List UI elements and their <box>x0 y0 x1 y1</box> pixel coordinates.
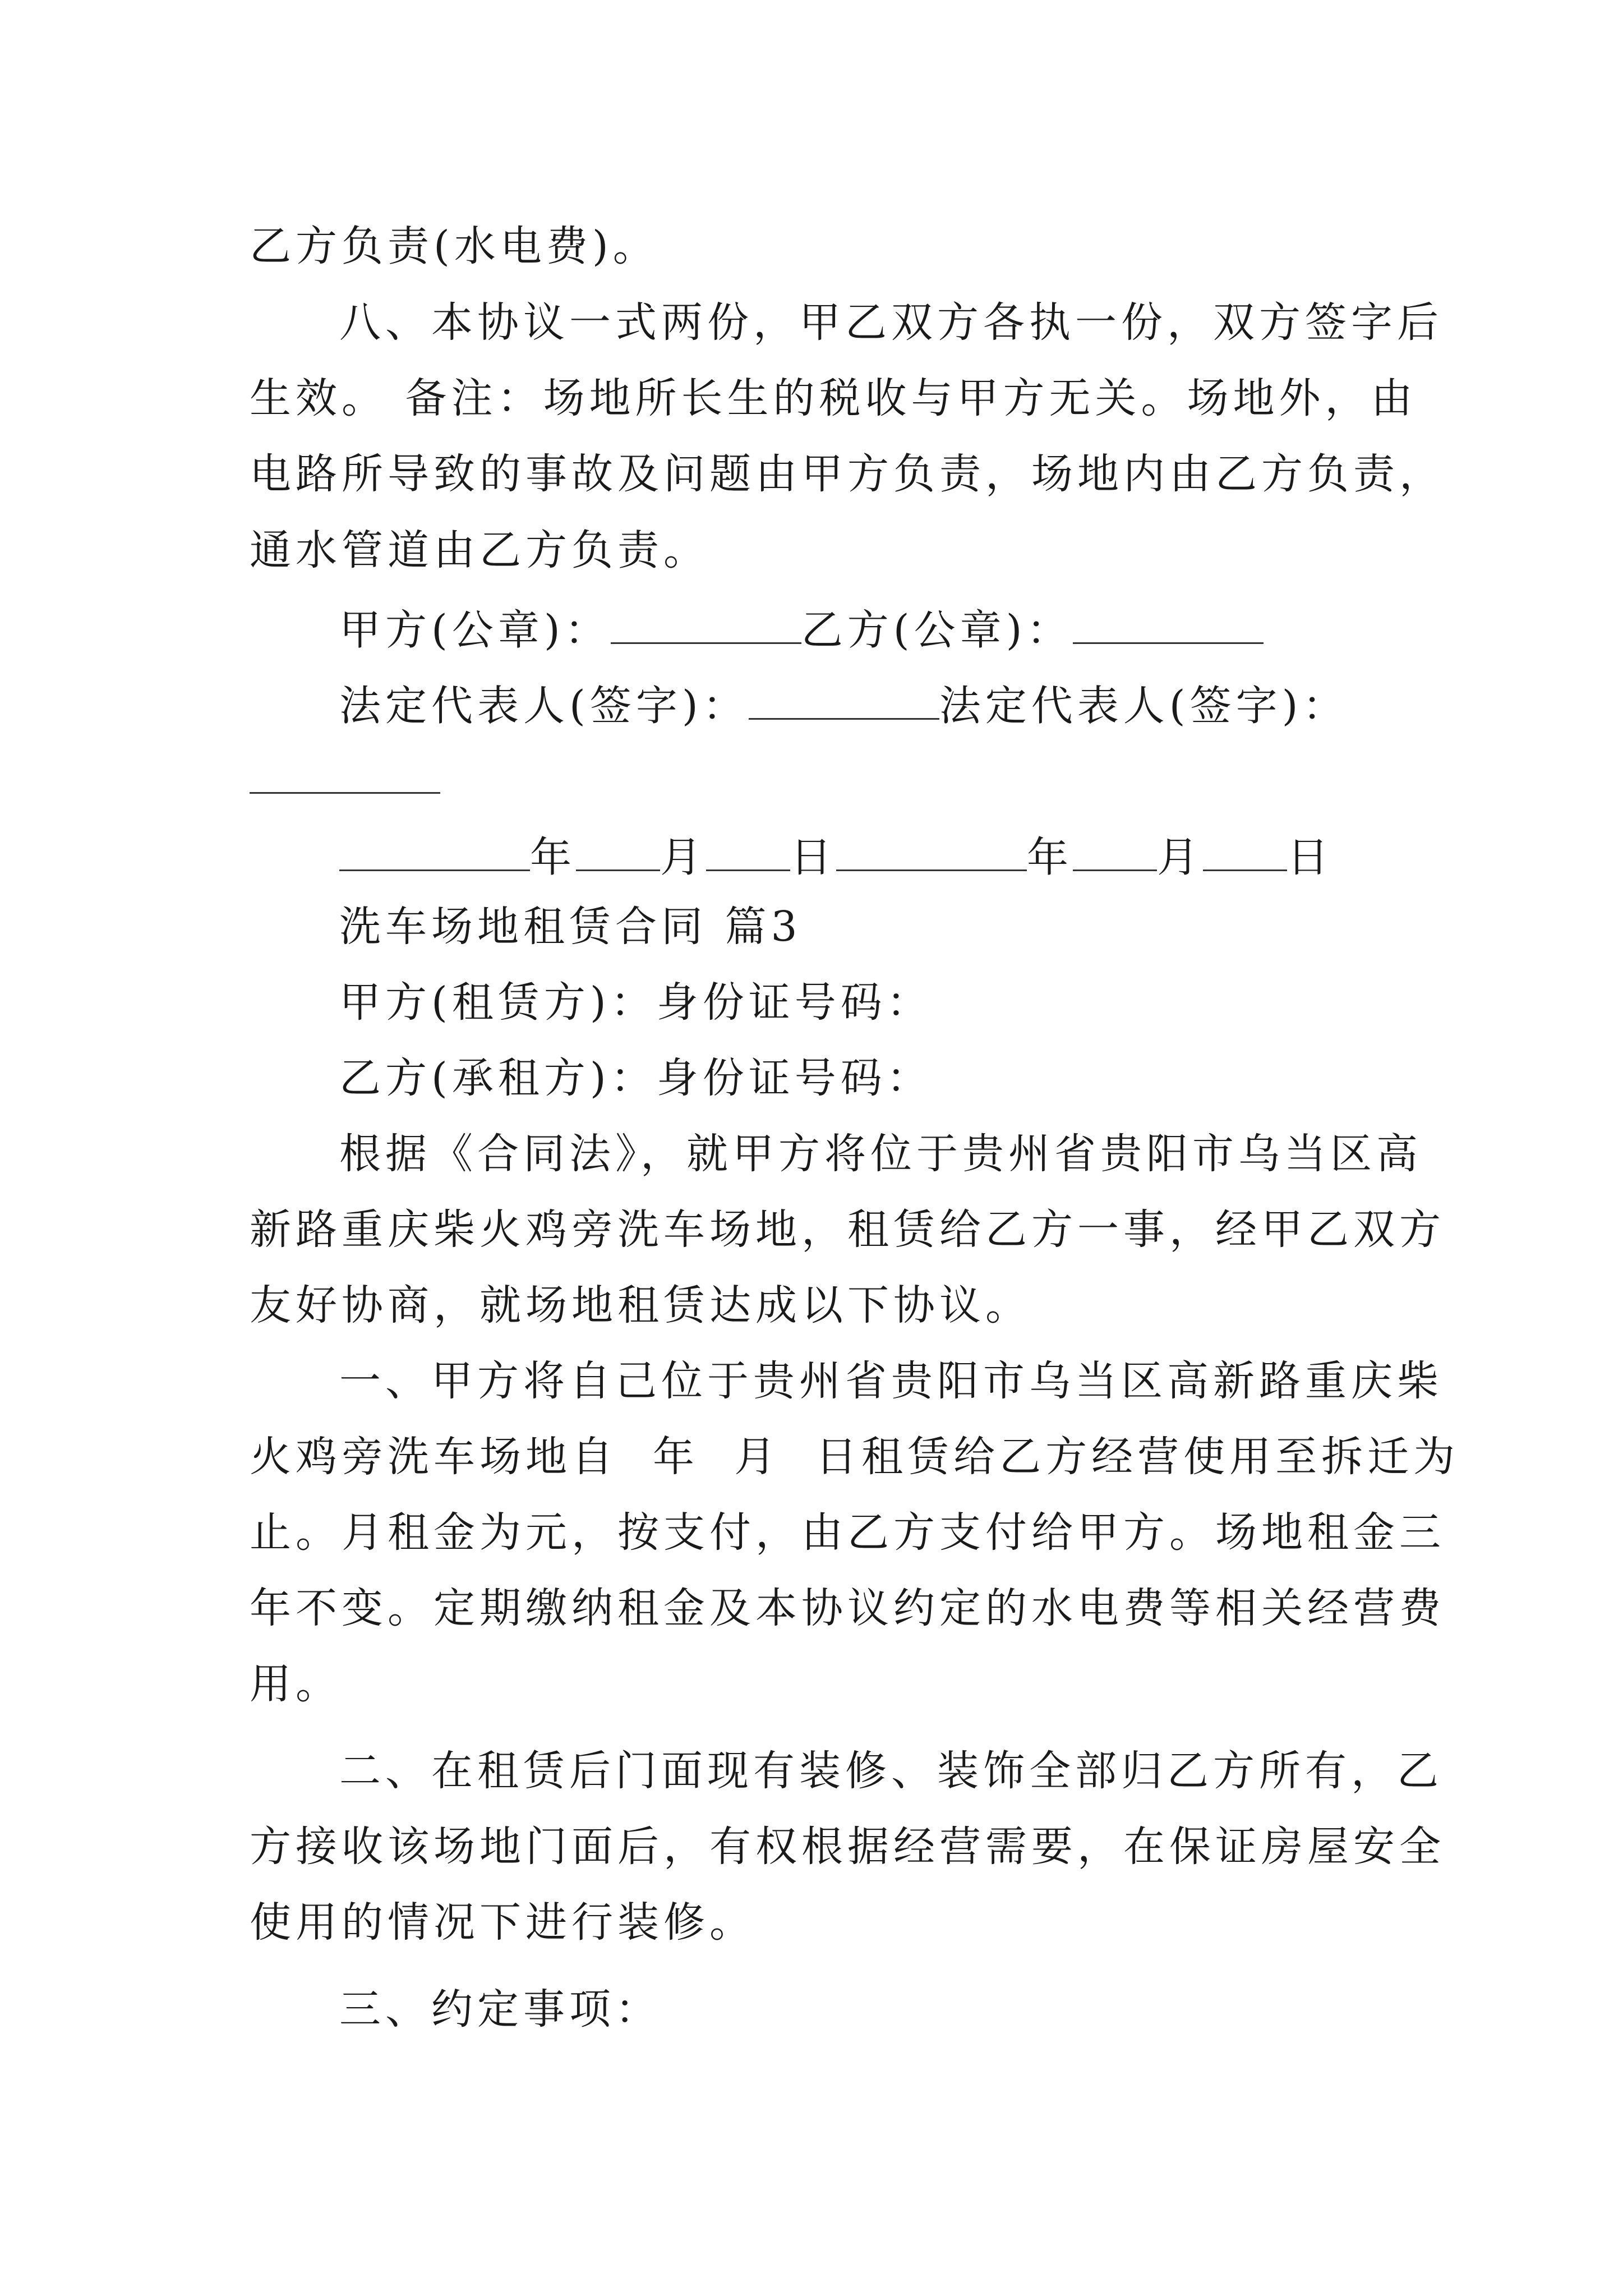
date-a-day-blank[interactable] <box>706 830 790 871</box>
paragraph-line: 三、约定事项： <box>339 1985 661 2033</box>
paragraph-line: 生效。 备注：场地所长生的税收与甲方无关。场地外，由 <box>250 374 1417 422</box>
date-b-day-blank[interactable] <box>1203 830 1287 871</box>
year-label: 年 <box>1027 833 1073 882</box>
legal-rep-a-label: 法定代表人(签字)： <box>339 682 749 730</box>
date-b-month-blank[interactable] <box>1073 830 1157 871</box>
month-label: 月 <box>660 833 706 882</box>
paragraph-line: 乙方(承租方)：身份证号码： <box>339 1054 933 1102</box>
paragraph-line: 甲方(租赁方)：身份证号码： <box>339 978 933 1027</box>
paragraph-line: 使用的情况下进行装修。 <box>250 1898 755 1947</box>
paragraph-line: 年不变。定期缴纳租金及本协议约定的水电费等相关经营费 <box>250 1584 1445 1632</box>
party-a-seal-blank[interactable] <box>611 603 801 644</box>
date-a-year-blank[interactable] <box>339 830 530 871</box>
legal-rep-a-blank[interactable] <box>749 679 939 720</box>
paragraph-line: 电路所导致的事故及问题由甲方负责，场地内由乙方负责， <box>250 450 1445 498</box>
paragraph-line: 火鸡旁洗车场地自 年 月 日租赁给乙方经营使用至拆迁为 <box>250 1433 1460 1481</box>
party-a-seal-label: 甲方(公章)： <box>339 606 611 655</box>
paragraph-line: 通水管道由乙方负责。 <box>250 526 709 574</box>
paragraph-line: 二、在租赁后门面现有装修、装饰全部归乙方所有，乙 <box>339 1747 1443 1795</box>
legal-rep-b-label: 法定代表人(签字)： <box>939 682 1349 730</box>
legal-rep-b-blank[interactable] <box>250 792 440 794</box>
paragraph-line: 用。 <box>250 1660 342 1708</box>
legal-rep-line <box>339 679 1349 730</box>
day-label: 日 <box>1287 833 1333 882</box>
date-line <box>339 830 1333 882</box>
paragraph-line: 八、本协议一式两份，甲乙双方各执一份，双方签字后 <box>339 298 1443 347</box>
paragraph-line: 根据《合同法》，就甲方将位于贵州省贵阳市乌当区高 <box>339 1130 1422 1178</box>
month-label: 月 <box>1157 833 1203 882</box>
party-b-seal-label: 乙方(公章)： <box>801 606 1073 655</box>
date-b-year-blank[interactable] <box>836 830 1027 871</box>
seal-line <box>339 603 1264 655</box>
paragraph-line: 友好协商，就场地租赁达成以下协议。 <box>250 1281 1031 1329</box>
day-label: 日 <box>790 833 836 882</box>
date-a-month-blank[interactable] <box>576 830 660 871</box>
party-b-seal-blank[interactable] <box>1073 603 1264 644</box>
paragraph-line: 乙方负责(水电费)。 <box>250 222 659 270</box>
paragraph-line: 止。月租金为元，按支付，由乙方支付给甲方。场地租金三 <box>250 1508 1445 1557</box>
paragraph-line: 一、甲方将自己位于贵州省贵阳市乌当区高新路重庆柴 <box>339 1357 1443 1405</box>
section-title: 洗车场地租赁合同 篇3 <box>339 903 802 951</box>
year-label: 年 <box>530 833 576 882</box>
paragraph-line: 方接收该场地门面后，有权根据经营需要，在保证房屋安全 <box>250 1823 1445 1871</box>
paragraph-line: 新路重庆柴火鸡旁洗车场地，租赁给乙方一事，经甲乙双方 <box>250 1205 1445 1254</box>
